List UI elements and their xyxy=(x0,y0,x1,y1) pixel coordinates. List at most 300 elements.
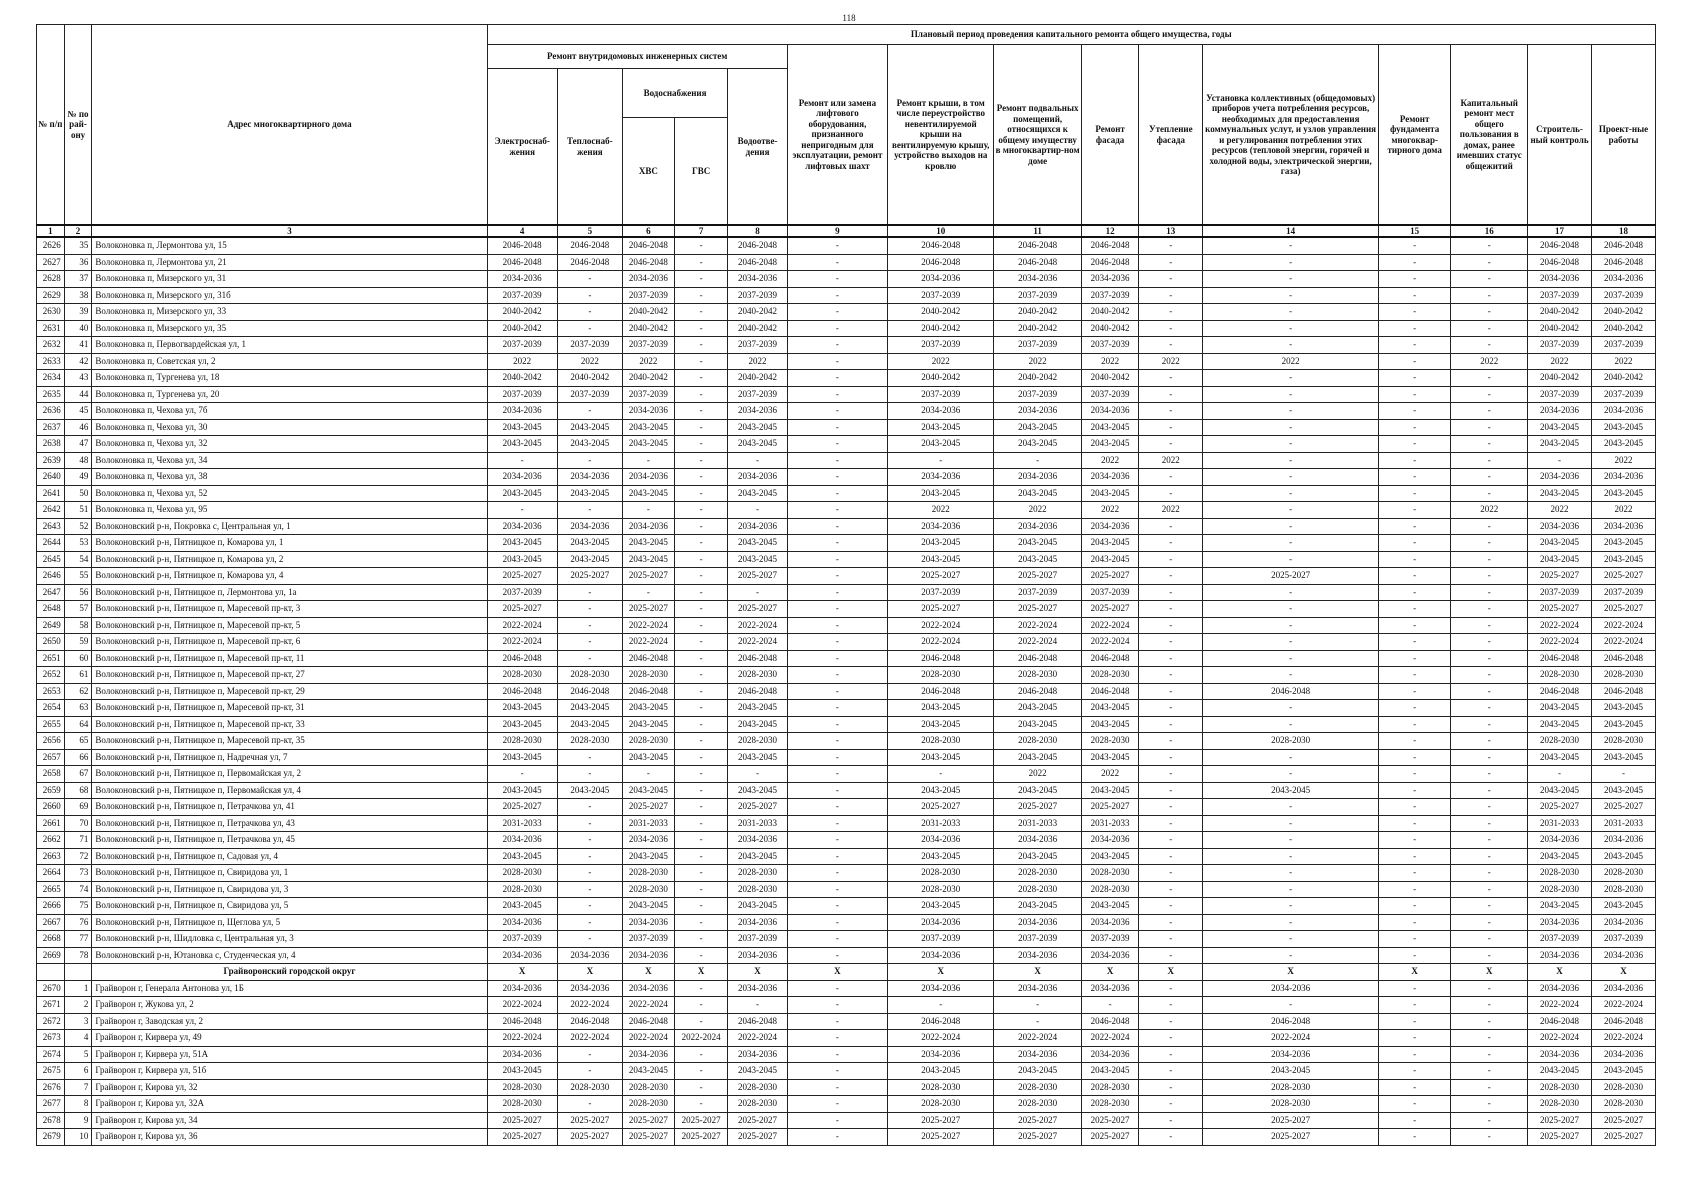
cell-period: - xyxy=(1378,898,1450,915)
cell-period: 2037-2039 xyxy=(622,931,674,948)
cell-period: - xyxy=(674,386,727,403)
cell-period: 2043-2045 xyxy=(887,898,994,915)
cell-period: 2022 xyxy=(1081,353,1139,370)
cell-period: - xyxy=(1203,287,1379,304)
cell-period: - xyxy=(1203,716,1379,733)
cell-period: 2046-2048 xyxy=(887,254,994,271)
cell-period: 2022-2024 xyxy=(1081,1030,1139,1047)
cell-period: X xyxy=(674,964,727,981)
cell-address: Волоконовский р-н, Пятницкое п, Маресевой пр-кт, 35 xyxy=(92,733,487,750)
cell-period: 2022 xyxy=(1081,766,1139,783)
cell-period: - xyxy=(1203,436,1379,453)
header-meters: Установка коллективных (общедомовых) приборов учета потребления ресурсов, необходимых для предоставления коммунальных услут, и узлов управления и регулирования потребления этих ресурсов (тепловой энергии, горячей и холодной воды, электрической энергии, газа) xyxy=(1203,45,1379,226)
cell-district-index: 60 xyxy=(64,650,92,667)
cell-address: Грайворон г, Кирова ул, 34 xyxy=(92,1112,487,1129)
cell-period: 2040-2042 xyxy=(1591,370,1655,387)
cell-index: 2662 xyxy=(37,832,65,849)
cell-period: - xyxy=(557,601,622,618)
cell-period: 2037-2039 xyxy=(487,931,557,948)
cell-period: - xyxy=(1203,650,1379,667)
cell-index: 2677 xyxy=(37,1096,65,1113)
cell-period: 2046-2048 xyxy=(1528,683,1592,700)
cell-period: - xyxy=(557,584,622,601)
table-row xyxy=(37,667,1656,684)
cell-address: Волоконовский р-н, Ютановка с, Студенческая ул, 4 xyxy=(92,947,487,964)
cell-period: 2043-2045 xyxy=(994,1063,1081,1080)
table-row xyxy=(37,403,1656,420)
cell-period: 2046-2048 xyxy=(1528,650,1592,667)
cell-period: - xyxy=(557,617,622,634)
cell-period: 2022 xyxy=(1139,452,1203,469)
cell-period: 2022-2024 xyxy=(1528,634,1592,651)
cell-period: 2037-2039 xyxy=(1591,386,1655,403)
cell-period: 2022-2024 xyxy=(1528,617,1592,634)
cell-period: 2043-2045 xyxy=(994,436,1081,453)
cell-period: - xyxy=(1203,865,1379,882)
cell-period: 2037-2039 xyxy=(887,584,994,601)
cell-period: 2028-2030 xyxy=(887,667,994,684)
cell-period: - xyxy=(557,898,622,915)
cell-period: 2037-2039 xyxy=(994,386,1081,403)
cell-period: - xyxy=(1378,237,1450,254)
cell-period: - xyxy=(1203,997,1379,1014)
column-number: 5 xyxy=(557,225,622,237)
cell-period: - xyxy=(787,881,887,898)
cell-period: - xyxy=(1451,634,1528,651)
cell-period: - xyxy=(1451,997,1528,1014)
cell-address: Волоконовский р-н, Покровка с, Центральная ул, 1 xyxy=(92,518,487,535)
cell-period: 2034-2036 xyxy=(887,518,994,535)
cell-district-index: 40 xyxy=(64,320,92,337)
table-body xyxy=(37,237,1656,1145)
cell-period: 2022-2024 xyxy=(994,1030,1081,1047)
cell-period: 2043-2045 xyxy=(487,848,557,865)
cell-period: - xyxy=(1378,304,1450,321)
cell-period: - xyxy=(674,997,727,1014)
cell-period: 2025-2027 xyxy=(1591,799,1655,816)
cell-period: 2046-2048 xyxy=(487,683,557,700)
cell-index: 2660 xyxy=(37,799,65,816)
cell-district-index: 36 xyxy=(64,254,92,271)
cell-period: 2034-2036 xyxy=(994,469,1081,486)
cell-period: - xyxy=(1378,601,1450,618)
cell-period: - xyxy=(1139,601,1203,618)
cell-period: 2022-2024 xyxy=(487,617,557,634)
cell-address: Волоконовский р-н, Пятницкое п, Петрачкова ул, 45 xyxy=(92,832,487,849)
cell-period: 2022-2024 xyxy=(622,1030,674,1047)
cell-period: - xyxy=(1139,1096,1203,1113)
cell-period: 2046-2048 xyxy=(487,237,557,254)
cell-period: - xyxy=(1203,254,1379,271)
cell-period: - xyxy=(1203,601,1379,618)
header-facade: Ремонт фасада xyxy=(1081,45,1139,226)
cell-period: - xyxy=(1139,287,1203,304)
cell-period: - xyxy=(557,799,622,816)
cell-period: - xyxy=(1451,237,1528,254)
cell-period: 2034-2036 xyxy=(887,403,994,420)
cell-period: 2034-2036 xyxy=(1081,832,1139,849)
cell-period: - xyxy=(1378,502,1450,519)
cell-period: - xyxy=(1451,1096,1528,1113)
cell-period: 2028-2030 xyxy=(557,733,622,750)
cell-period: - xyxy=(787,832,887,849)
cell-period: 2037-2039 xyxy=(622,386,674,403)
cell-period: 2046-2048 xyxy=(1203,683,1379,700)
cell-period: - xyxy=(787,1013,887,1030)
cell-period: 2034-2036 xyxy=(1591,832,1655,849)
cell-period: - xyxy=(487,502,557,519)
cell-period: 2022 xyxy=(887,353,994,370)
cell-period: - xyxy=(1451,1129,1528,1146)
cell-period: - xyxy=(1203,848,1379,865)
cell-period: - xyxy=(1451,865,1528,882)
cell-period: - xyxy=(1378,865,1450,882)
cell-period: 2046-2048 xyxy=(1528,254,1592,271)
cell-period: 2043-2045 xyxy=(487,700,557,717)
cell-period: - xyxy=(1451,881,1528,898)
cell-period: - xyxy=(787,502,887,519)
cell-period: - xyxy=(728,502,788,519)
cell-period: - xyxy=(787,287,887,304)
cell-index: 2666 xyxy=(37,898,65,915)
cell-period: 2043-2045 xyxy=(994,551,1081,568)
cell-period: 2034-2036 xyxy=(1528,1046,1592,1063)
cell-address: Грайворон г, Кирвера ул, 51б xyxy=(92,1063,487,1080)
cell-period: 2040-2042 xyxy=(622,320,674,337)
cell-period: 2028-2030 xyxy=(887,865,994,882)
cell-period: 2043-2045 xyxy=(994,749,1081,766)
cell-period: 2034-2036 xyxy=(557,980,622,997)
cell-period: 2043-2045 xyxy=(994,716,1081,733)
cell-period: 2046-2048 xyxy=(1081,650,1139,667)
cell-period: 2028-2030 xyxy=(1081,733,1139,750)
cell-period: 2034-2036 xyxy=(622,518,674,535)
cell-period: 2043-2045 xyxy=(622,419,674,436)
cell-period: 2043-2045 xyxy=(487,551,557,568)
cell-period: 2043-2045 xyxy=(887,716,994,733)
cell-period: - xyxy=(674,898,727,915)
cell-period: 2043-2045 xyxy=(728,782,788,799)
cell-period: 2040-2042 xyxy=(994,304,1081,321)
cell-period: - xyxy=(1139,1013,1203,1030)
cell-period: - xyxy=(674,304,727,321)
cell-period: 2025-2027 xyxy=(1591,568,1655,585)
cell-period: 2046-2048 xyxy=(994,237,1081,254)
cell-period: 2043-2045 xyxy=(887,782,994,799)
cell-period: - xyxy=(1451,386,1528,403)
cell-period: - xyxy=(787,1079,887,1096)
cell-district-index: 68 xyxy=(64,782,92,799)
cell-period: - xyxy=(994,1013,1081,1030)
cell-period: 2037-2039 xyxy=(1528,386,1592,403)
cell-period: 2046-2048 xyxy=(487,1013,557,1030)
cell-district-index: 41 xyxy=(64,337,92,354)
table-row xyxy=(37,1079,1656,1096)
cell-index: 2628 xyxy=(37,271,65,288)
cell-period: 2034-2036 xyxy=(622,403,674,420)
cell-period: 2046-2048 xyxy=(487,650,557,667)
cell-index: 2626 xyxy=(37,237,65,254)
cell-district-index: 65 xyxy=(64,733,92,750)
cell-period: 2046-2048 xyxy=(728,683,788,700)
header-water: Водоснабжения xyxy=(622,69,727,118)
cell-period: - xyxy=(1203,584,1379,601)
cell-period: - xyxy=(787,683,887,700)
header-design-work: Проект-ные работы xyxy=(1591,45,1655,226)
cell-index: 2655 xyxy=(37,716,65,733)
column-number: 10 xyxy=(887,225,994,237)
cell-period: - xyxy=(674,980,727,997)
cell-period: 2043-2045 xyxy=(728,1063,788,1080)
cell-period: 2025-2027 xyxy=(728,1112,788,1129)
column-number: 4 xyxy=(487,225,557,237)
cell-index: 2657 xyxy=(37,749,65,766)
cell-period: 2037-2039 xyxy=(1528,931,1592,948)
cell-period: - xyxy=(674,683,727,700)
cell-period: 2043-2045 xyxy=(1528,436,1592,453)
cell-period: 2025-2027 xyxy=(728,1129,788,1146)
cell-period: 2046-2048 xyxy=(622,237,674,254)
table-row xyxy=(37,237,1656,254)
cell-period: 2034-2036 xyxy=(994,403,1081,420)
cell-district-index: 53 xyxy=(64,535,92,552)
cell-period: - xyxy=(1451,452,1528,469)
cell-index: 2634 xyxy=(37,370,65,387)
cell-period: - xyxy=(787,237,887,254)
cell-period: 2022-2024 xyxy=(1591,634,1655,651)
table-row xyxy=(37,1046,1656,1063)
cell-period: - xyxy=(1451,469,1528,486)
header-elevator: Ремонт или замена лифтового оборудования, признанного непригодным для эксплуатации, ремонт лифтовых шахт xyxy=(787,45,887,226)
cell-period: 2022-2024 xyxy=(887,617,994,634)
column-number: 3 xyxy=(92,225,487,237)
cell-period: 2043-2045 xyxy=(1591,485,1655,502)
cell-period: - xyxy=(787,700,887,717)
cell-period: - xyxy=(1203,634,1379,651)
cell-period: - xyxy=(728,997,788,1014)
cell-period: - xyxy=(1139,254,1203,271)
cell-period: - xyxy=(1451,617,1528,634)
cell-period: 2025-2027 xyxy=(487,799,557,816)
cell-period: 2040-2042 xyxy=(557,370,622,387)
cell-period: 2031-2033 xyxy=(487,815,557,832)
cell-period: 2025-2027 xyxy=(887,568,994,585)
cell-period: - xyxy=(1451,650,1528,667)
cell-period: - xyxy=(1378,403,1450,420)
cell-period: 2034-2036 xyxy=(487,914,557,931)
header-address: Адрес многоквартирного дома xyxy=(92,25,487,226)
cell-period: 2043-2045 xyxy=(1203,1063,1379,1080)
cell-period: 2034-2036 xyxy=(994,980,1081,997)
cell-period: 2028-2030 xyxy=(887,733,994,750)
header-n-pp: № п/п xyxy=(37,25,65,226)
table-row xyxy=(37,469,1656,486)
cell-period: 2043-2045 xyxy=(1591,700,1655,717)
cell-period: 2043-2045 xyxy=(994,848,1081,865)
cell-address: Грайворонский городской округ xyxy=(92,964,487,981)
cell-period: 2022 xyxy=(994,502,1081,519)
cell-period: - xyxy=(674,733,727,750)
cell-period: - xyxy=(1378,518,1450,535)
cell-period: - xyxy=(1139,1046,1203,1063)
cell-period: X xyxy=(1528,964,1592,981)
cell-period: - xyxy=(1203,667,1379,684)
cell-period: - xyxy=(1378,832,1450,849)
cell-period: 2025-2027 xyxy=(1203,1112,1379,1129)
cell-period: 2037-2039 xyxy=(728,337,788,354)
header-engineering: Ремонт внутридомовых инженерных систем xyxy=(487,45,787,69)
table-row xyxy=(37,881,1656,898)
cell-period: - xyxy=(787,815,887,832)
cell-district-index: 58 xyxy=(64,617,92,634)
cell-address: Волоконовский р-н, Пятницкое п, Маресевой пр-кт, 3 xyxy=(92,601,487,618)
cell-period: 2034-2036 xyxy=(1528,403,1592,420)
cell-period: - xyxy=(1139,469,1203,486)
cell-period: - xyxy=(1139,337,1203,354)
cell-period: 2043-2045 xyxy=(1081,848,1139,865)
cell-district-index: 55 xyxy=(64,568,92,585)
cell-period: - xyxy=(557,452,622,469)
cell-period: X xyxy=(622,964,674,981)
cell-period: 2043-2045 xyxy=(1528,419,1592,436)
cell-period: - xyxy=(622,766,674,783)
cell-period: 2043-2045 xyxy=(622,436,674,453)
cell-period: - xyxy=(557,304,622,321)
cell-address: Волоконовский р-н, Пятницкое п, Первомайская ул, 2 xyxy=(92,766,487,783)
cell-district-index: 50 xyxy=(64,485,92,502)
cell-period: 2025-2027 xyxy=(622,799,674,816)
cell-period: 2043-2045 xyxy=(728,898,788,915)
cell-period: 2037-2039 xyxy=(1591,337,1655,354)
cell-period: 2043-2045 xyxy=(487,485,557,502)
cell-period: - xyxy=(1139,700,1203,717)
cell-period: 2034-2036 xyxy=(1528,469,1592,486)
cell-period: - xyxy=(1203,766,1379,783)
cell-period: 2037-2039 xyxy=(994,287,1081,304)
cell-period: 2043-2045 xyxy=(487,782,557,799)
cell-period: 2022 xyxy=(887,502,994,519)
cell-period: - xyxy=(674,353,727,370)
cell-period: - xyxy=(787,1063,887,1080)
cell-period: 2043-2045 xyxy=(728,551,788,568)
table-row xyxy=(37,287,1656,304)
cell-period: 2022-2024 xyxy=(487,634,557,651)
cell-period: 2034-2036 xyxy=(994,518,1081,535)
cell-period: - xyxy=(1139,766,1203,783)
cell-period: 2037-2039 xyxy=(1528,584,1592,601)
cell-period: - xyxy=(787,1046,887,1063)
cell-period: 2034-2036 xyxy=(1081,403,1139,420)
cell-period: 2025-2027 xyxy=(622,568,674,585)
cell-period: - xyxy=(1203,337,1379,354)
cell-district-index: 52 xyxy=(64,518,92,535)
cell-period: 2043-2045 xyxy=(887,749,994,766)
cell-period: 2028-2030 xyxy=(728,733,788,750)
cell-period: - xyxy=(787,1112,887,1129)
cell-period: - xyxy=(1139,634,1203,651)
cell-period: 2022 xyxy=(1591,353,1655,370)
cell-period: - xyxy=(1378,749,1450,766)
cell-period: 2037-2039 xyxy=(487,386,557,403)
cell-address: Грайворон г, Заводская ул, 2 xyxy=(92,1013,487,1030)
cell-period: 2028-2030 xyxy=(557,667,622,684)
cell-period: 2043-2045 xyxy=(887,1063,994,1080)
cell-period: 2025-2027 xyxy=(674,1112,727,1129)
cell-period: 2034-2036 xyxy=(887,832,994,849)
cell-period: - xyxy=(1203,386,1379,403)
table-row xyxy=(37,1129,1656,1146)
cell-period: 2034-2036 xyxy=(1081,914,1139,931)
cell-period: 2028-2030 xyxy=(487,733,557,750)
cell-period: 2022 xyxy=(1451,353,1528,370)
cell-period: 2025-2027 xyxy=(1528,601,1592,618)
cell-period: 2043-2045 xyxy=(487,716,557,733)
cell-period: 2022 xyxy=(1528,353,1592,370)
header-dormitory: Капитальный ремонт мест общего пользования в домах, ранее имевших статус общежитий xyxy=(1451,45,1528,226)
cell-period: - xyxy=(787,634,887,651)
cell-period: 2043-2045 xyxy=(1203,782,1379,799)
cell-address: Волоконовский р-н, Пятницкое п, Маресевой пр-кт, 29 xyxy=(92,683,487,700)
cell-period: 2028-2030 xyxy=(1081,667,1139,684)
cell-index: 2673 xyxy=(37,1030,65,1047)
cell-district-index: 62 xyxy=(64,683,92,700)
cell-period: 2037-2039 xyxy=(1528,287,1592,304)
cell-index: 2658 xyxy=(37,766,65,783)
cell-period: - xyxy=(622,502,674,519)
cell-period: - xyxy=(787,914,887,931)
cell-period: 2025-2027 xyxy=(1528,568,1592,585)
cell-address: Волоконовка п, Чехова ул, 7б xyxy=(92,403,487,420)
cell-period: - xyxy=(674,931,727,948)
cell-period: 2043-2045 xyxy=(728,749,788,766)
cell-period: 2043-2045 xyxy=(994,535,1081,552)
cell-period: 2043-2045 xyxy=(1081,1063,1139,1080)
cell-address: Волоконовский р-н, Пятницкое п, Первомайская ул, 4 xyxy=(92,782,487,799)
cell-period: 2043-2045 xyxy=(1081,716,1139,733)
cell-index: 2641 xyxy=(37,485,65,502)
cell-index xyxy=(37,964,65,981)
cell-address: Волоконовский р-н, Пятницкое п, Петрачкова ул, 41 xyxy=(92,799,487,816)
table-row xyxy=(37,733,1656,750)
cell-period: 2025-2027 xyxy=(887,799,994,816)
cell-address: Волоконовка п, Чехова ул, 52 xyxy=(92,485,487,502)
cell-index: 2629 xyxy=(37,287,65,304)
column-number: 13 xyxy=(1139,225,1203,237)
cell-period: 2025-2027 xyxy=(994,568,1081,585)
cell-period: 2034-2036 xyxy=(994,1046,1081,1063)
cell-index: 2647 xyxy=(37,584,65,601)
cell-period: - xyxy=(1451,1063,1528,1080)
cell-period: - xyxy=(787,782,887,799)
cell-period: 2022 xyxy=(1591,502,1655,519)
column-number: 12 xyxy=(1081,225,1139,237)
cell-period: - xyxy=(1451,254,1528,271)
cell-index: 2648 xyxy=(37,601,65,618)
cell-period: 2046-2048 xyxy=(887,237,994,254)
cell-period: X xyxy=(994,964,1081,981)
cell-period: 2043-2045 xyxy=(1081,551,1139,568)
cell-period: 2046-2048 xyxy=(1081,254,1139,271)
cell-period: 2022-2024 xyxy=(1081,617,1139,634)
cell-period: - xyxy=(1139,667,1203,684)
cell-period: - xyxy=(1378,650,1450,667)
cell-period: - xyxy=(787,865,887,882)
cell-address: Волоконовский р-н, Пятницкое п, Щеглова ул, 5 xyxy=(92,914,487,931)
table-row xyxy=(37,320,1656,337)
cell-district-index: 47 xyxy=(64,436,92,453)
cell-period: 2028-2030 xyxy=(728,1096,788,1113)
cell-period: 2046-2048 xyxy=(1203,1013,1379,1030)
